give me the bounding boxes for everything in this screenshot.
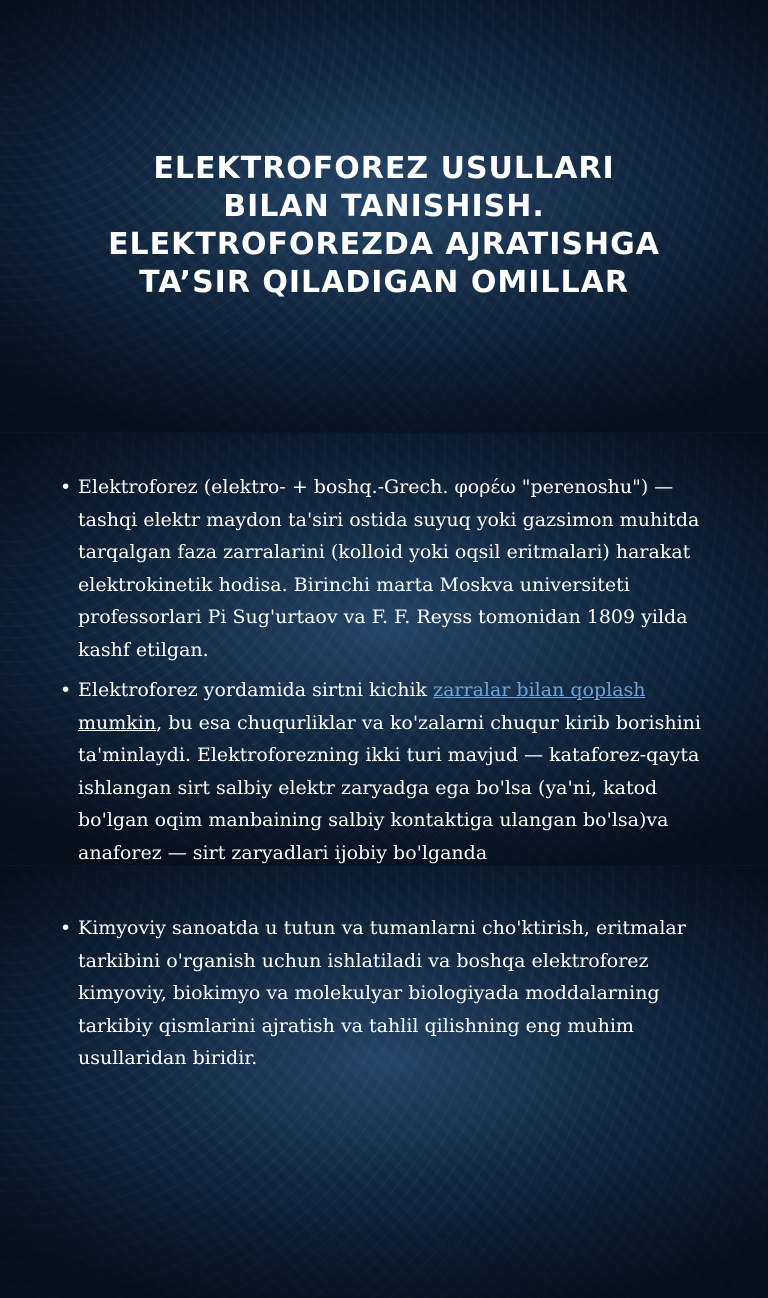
- bullet-item: • Elektroforez (elektro- + boshq.-Grech. φορέω "perenoshu") — tashqi elektr maydon ta'siri ostida suyuq yoki gazsimon muhitda tarqalgan faza zarralarini (kolloid yoki oqsil eritmalari) harakat elektrokinetik hodisa. Birinchi marta Moskva universiteti professorlari Pi Sug'urtaov va F. F. Reyss tomonidan 1809 yilda kashf etilgan.: [60, 471, 708, 666]
- bullet-item: [60, 674, 708, 869]
- title-line: TA’SIR QILADIGAN OMILLAR: [139, 265, 629, 300]
- content-slide-1: [0, 433, 768, 865]
- title-line: ELEKTROFOREZDA AJRATISHGA: [108, 227, 660, 262]
- bullet-list: [60, 471, 708, 877]
- bullet-text: , bu esa chuqurliklar va ko'zalarni chuqur kirib borishini ta'minlaydi. Elektroforezning ikki turi mavjud — kataforez-qayta ishlangan sirt salbiy elektr zaryadga ega bo'lsa (ya'ni, katod bo'lgan oqim manbaining salbiy kontaktiga ulangan bo'lsa)va anaforez — sirt zaryadlari ijobiy bo'lganda: [78, 711, 701, 864]
- title-line: BILAN TANISHISH.: [223, 189, 545, 224]
- hyperlink-mumkin[interactable]: mumkin: [78, 711, 157, 734]
- title-slide: [0, 0, 768, 432]
- content-slide-2: [0, 866, 768, 1298]
- title-line: ELEKTROFOREZ USULLARI: [153, 151, 615, 186]
- hyperlink-zarralar[interactable]: zarralar bilan qoplash: [433, 679, 646, 701]
- slide-title: [40, 150, 728, 302]
- bullet-item: • Kimyoviy sanoatda u tutun va tumanlarni cho'ktirish, eritmalar tarkibini o'rganish uchun ishlatiladi va boshqa elektroforez kimyoviy, biokimyo va molekulyar biologiyada moddalarning tarkibiy qismlarini ajratish va tahlil qilishning eng muhim usullaridan biridir.: [60, 912, 708, 1075]
- bullet-text: Elektroforez yordamida sirtni kichik: [78, 679, 434, 701]
- bullet-list: [60, 912, 708, 1083]
